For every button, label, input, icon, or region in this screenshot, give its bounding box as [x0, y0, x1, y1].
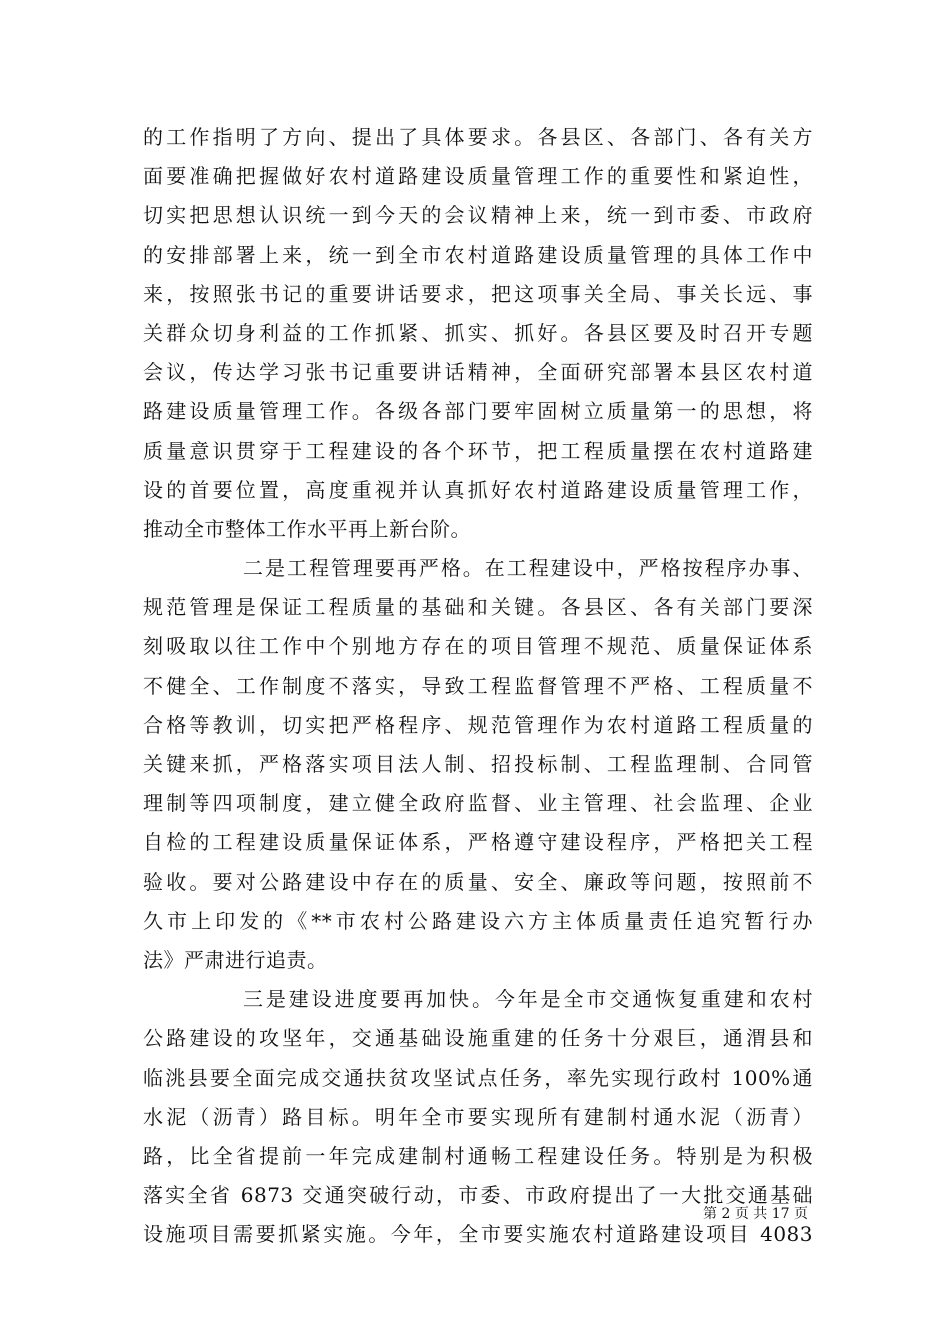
text-line: 自检的工程建设质量保证体系，严格遵守建设程序，严格把关工程 — [143, 830, 813, 855]
paragraph-start-line: 三是建设进度要再加快。今年是全市交通恢复重建和农村 — [243, 987, 813, 1012]
text-line: 刻吸取以往工作中个别地方存在的项目管理不规范、质量保证体系 — [143, 634, 813, 659]
body-text — [143, 118, 813, 1254]
text-line: 的工作指明了方向、提出了具体要求。各县区、各部门、各有关方 — [143, 125, 813, 149]
text-line: 设的首要位置，高度重视并认真抓好农村道路建设质量管理工作， — [143, 477, 813, 502]
text-line: 质量意识贯穿于工程建设的各个环节，把工程质量摆在农村道路建 — [143, 438, 813, 463]
paragraph-start-line: 二是工程管理要再严格。在工程建设中，严格按程序办事、 — [243, 556, 813, 581]
text-line: 设施项目需要抓紧实施。今年，全市要实施农村道路建设项目 4083 — [143, 1222, 813, 1247]
text-line: 不健全、工作制度不落实，导致工程监督管理不严格、工程质量不 — [143, 673, 813, 698]
text-line: 理制等四项制度，建立健全政府监督、业主管理、社会监理、企业 — [143, 791, 813, 816]
text-line: 面要准确把握做好农村道路建设质量管理工作的重要性和紧迫性， — [143, 164, 813, 189]
text-line: 落实全省 6873 交通突破行动，市委、市政府提出了一大批交通基础 — [143, 1183, 813, 1208]
text-line: 验收。要对公路建设中存在的质量、安全、廉政等问题，按照前不 — [143, 869, 813, 894]
text-line: 会议，传达学习张书记重要讲话精神，全面研究部署本县区农村道 — [143, 360, 813, 385]
text-line: 公路建设的攻坚年，交通基础设施重建的任务十分艰巨，通渭县和 — [143, 1026, 813, 1051]
text-line: 来，按照张书记的重要讲话要求，把这项事关全局、事关长远、事 — [143, 281, 813, 306]
text-line: 久市上印发的《**市农村公路建设六方主体质量责任追究暂行办 — [143, 908, 813, 933]
text-line: 临洮县要全面完成交通扶贫攻坚试点任务，率先实现行政村 100%通 — [143, 1065, 813, 1090]
text-line: 推动全市整体工作水平再上新台阶。 — [143, 516, 471, 541]
text-line: 切实把思想认识统一到今天的会议精神上来，统一到市委、市政府 — [143, 203, 813, 228]
text-line: 规范管理是保证工程质量的基础和关键。各县区、各有关部门要深 — [143, 595, 813, 620]
text-line: 水泥（沥青）路目标。明年全市要实现所有建制村通水泥（沥青） — [143, 1104, 813, 1129]
text-line: 的安排部署上来，统一到全市农村道路建设质量管理的具体工作中 — [143, 242, 813, 267]
text-line: 关键来抓，严格落实项目法人制、招投标制、工程监理制、合同管 — [143, 752, 813, 776]
text-line: 路，比全省提前一年完成建制村通畅工程建设任务。特别是为积极 — [143, 1143, 813, 1168]
page-number-footer: 第 2 页 共 17 页 — [703, 1206, 808, 1222]
text-line: 关群众切身利益的工作抓紧、抓实、抓好。各县区要及时召开专题 — [143, 320, 813, 345]
text-line: 合格等教训，切实把严格程序、规范管理作为农村道路工程质量的 — [143, 712, 813, 737]
text-line: 路建设质量管理工作。各级各部门要牢固树立质量第一的思想，将 — [143, 399, 813, 424]
text-line: 法》严肃进行追责。 — [143, 947, 328, 972]
